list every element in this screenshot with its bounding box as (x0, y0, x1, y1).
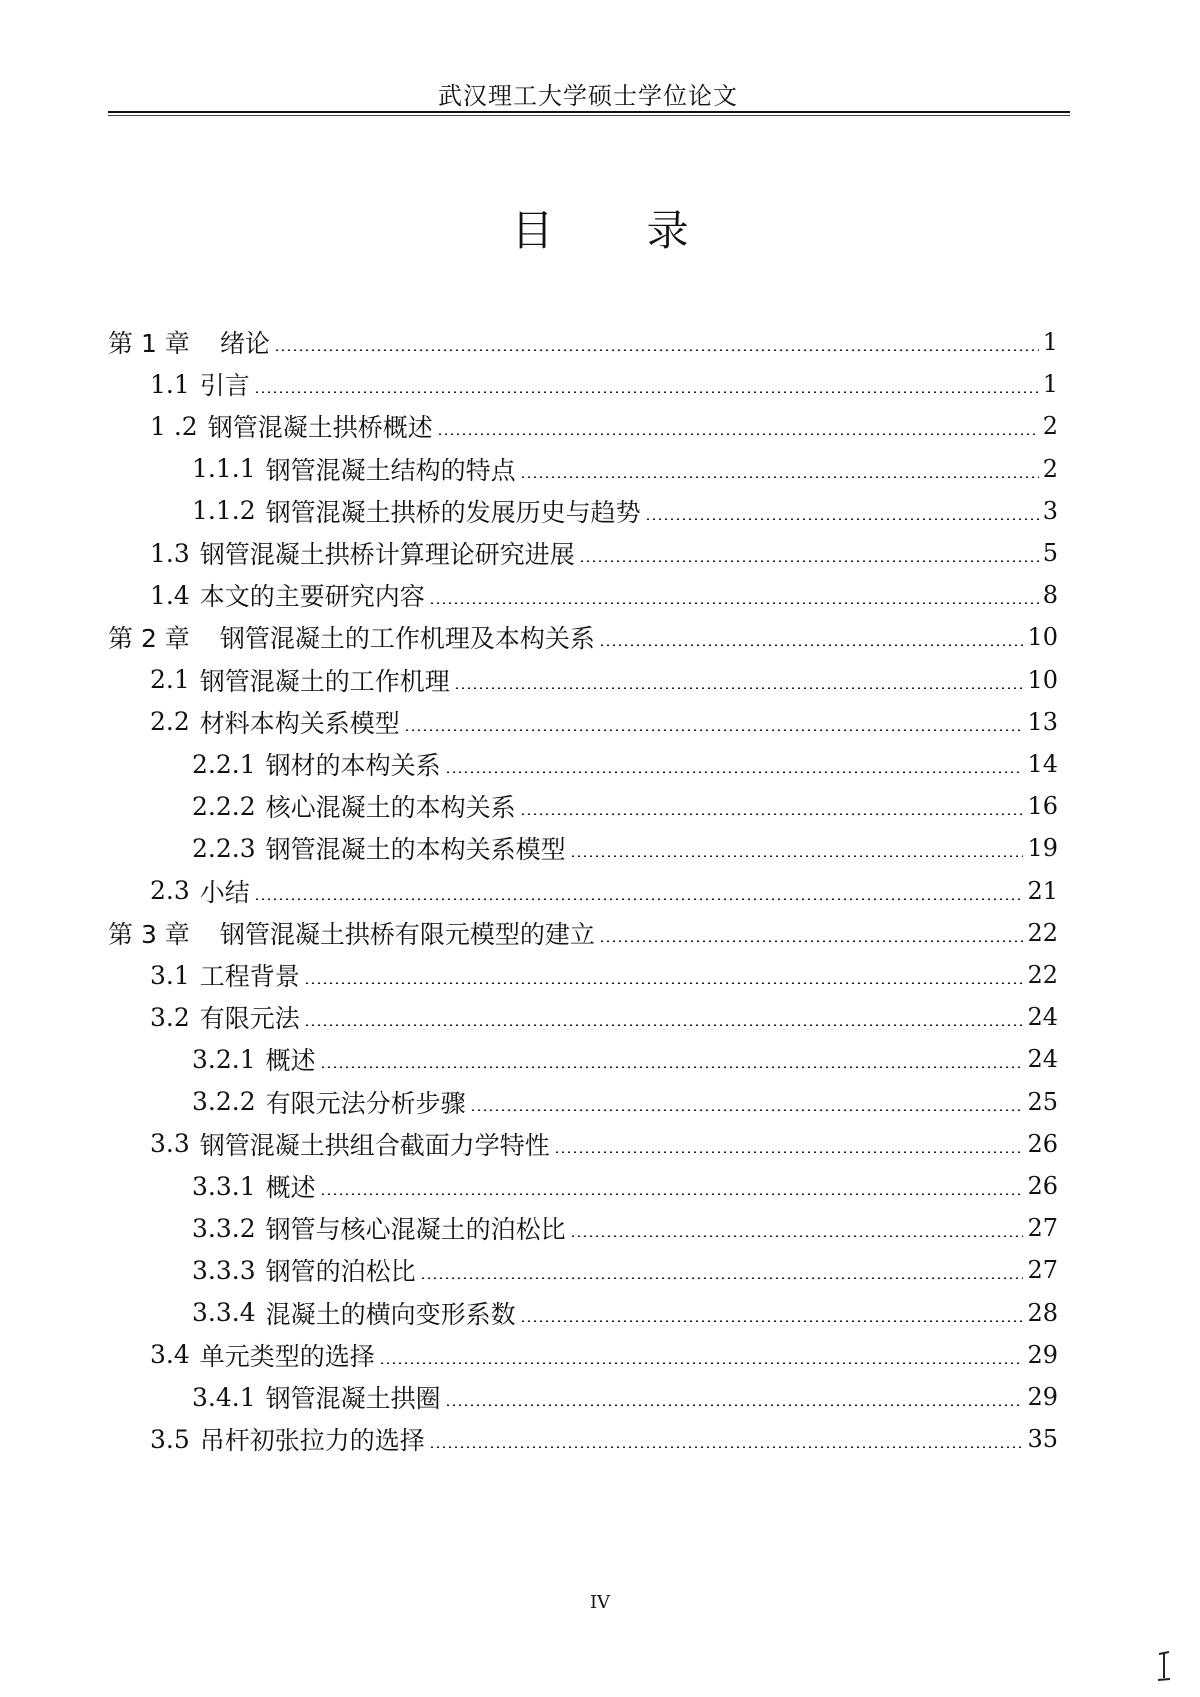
toc-dot-leader (520, 813, 1024, 815)
toc-entry-number: 第 3 章 (108, 919, 190, 949)
toc-entry-page: 13 (1027, 707, 1058, 736)
toc-entry-page: 27 (1027, 1256, 1058, 1285)
toc-entry[interactable] (192, 1039, 1058, 1079)
toc-entry-page: 3 (1042, 496, 1058, 525)
toc-entry-page: 2 (1042, 454, 1058, 483)
toc-entry[interactable] (150, 575, 1058, 615)
toc-dot-leader (429, 1446, 1024, 1448)
toc-dot-leader (274, 349, 1039, 351)
toc-entry[interactable] (192, 828, 1058, 868)
toc-entry-page: 1 (1042, 328, 1058, 356)
toc-dot-leader (579, 560, 1039, 562)
toc-dot-leader (520, 1320, 1024, 1322)
toc-dot-leader (437, 433, 1039, 435)
toc-entry-page: 10 (1027, 665, 1058, 694)
toc-entry-page: 29 (1027, 1340, 1058, 1369)
toc-entry-page: 19 (1027, 834, 1058, 863)
toc-entry-number: 1.3 (150, 538, 190, 568)
toc-entry[interactable] (150, 997, 1058, 1037)
toc-entry-title: 钢管与核心混凝土的泊松比 (265, 1215, 566, 1245)
toc-dot-leader (304, 982, 1024, 984)
toc-entry[interactable] (192, 1208, 1058, 1248)
toc-entry-page: 26 (1027, 1129, 1058, 1158)
toc-entry[interactable] (192, 1250, 1058, 1290)
page-number: IV (589, 1592, 611, 1613)
toc-dot-leader (320, 1066, 1024, 1068)
toc-entry-number: 3.3.1 (192, 1171, 256, 1201)
toc-entry-title: 材料本构关系模型 (199, 708, 400, 738)
toc-entry-page: 24 (1027, 1003, 1058, 1032)
toc-entry-title: 吊杆初张拉力的选择 (199, 1426, 425, 1456)
toc-dot-leader (254, 898, 1024, 900)
toc-entry-number: 3.3.4 (192, 1298, 256, 1328)
toc-entry-title: 核心混凝土的本构关系 (265, 793, 516, 823)
toc-entry-number: 3.4.1 (192, 1382, 256, 1412)
toc-entry-page: 25 (1027, 1087, 1058, 1116)
toc-entry-number: 3.1 (150, 960, 190, 990)
toc-entry[interactable] (150, 660, 1058, 700)
toc-entry[interactable] (192, 1082, 1058, 1122)
toc-entry[interactable] (192, 1293, 1058, 1333)
toc-entry-title: 钢管混凝土的本构关系模型 (265, 835, 566, 865)
toc-entry-page: 28 (1027, 1298, 1058, 1327)
toc-entry-page: 16 (1027, 792, 1058, 821)
toc-entry[interactable] (192, 1377, 1058, 1417)
toc-dot-leader (320, 1193, 1024, 1195)
margin-scribble-icon (1155, 1650, 1173, 1684)
toc-entry[interactable] (150, 1335, 1058, 1375)
toc-chapter-entry[interactable] (108, 322, 1058, 362)
toc-chapter-entry[interactable] (108, 913, 1058, 953)
toc-entry-number: 1.1.1 (192, 454, 256, 484)
toc-entry-page: 10 (1027, 623, 1058, 652)
toc-entry-number: 第 2 章 (108, 624, 190, 654)
toc-entry-title: 绪论 (219, 329, 270, 358)
toc-entry[interactable] (192, 744, 1058, 784)
header-rule-thin (108, 115, 1070, 116)
toc-dot-leader (404, 729, 1024, 731)
toc-entry-number: 1.1 (150, 369, 190, 399)
page-title: 目 录 (511, 206, 729, 255)
toc-entry[interactable] (150, 1419, 1058, 1459)
toc-entry-title: 概述 (265, 1173, 316, 1202)
toc-entry-title: 有限元法 (199, 1004, 300, 1034)
toc-entry-number: 3.2.2 (192, 1087, 256, 1117)
toc-dot-leader (254, 391, 1039, 393)
toc-entry-number: 3.2.1 (192, 1044, 256, 1074)
toc-dot-leader (445, 771, 1024, 773)
toc-entry-title: 引言 (199, 371, 250, 401)
toc-entry-page: 5 (1042, 539, 1058, 567)
toc-entry[interactable] (192, 1166, 1058, 1206)
toc-entry-number: 3.3.2 (192, 1213, 256, 1243)
toc-entry-page: 1 (1042, 370, 1058, 399)
toc-entry-number: 1.4 (150, 580, 190, 610)
toc-entry-page: 35 (1027, 1425, 1058, 1454)
toc-dot-leader (445, 1404, 1024, 1406)
toc-entry-title: 钢管混凝土的工作机理 (199, 666, 450, 696)
toc-entry-page: 2 (1042, 412, 1058, 441)
toc-dot-leader (520, 476, 1039, 478)
toc-entry[interactable] (192, 491, 1058, 531)
toc-entry-title: 钢管混凝土拱圈 (265, 1384, 441, 1413)
toc-dot-leader (645, 518, 1039, 520)
toc-entry-page: 8 (1042, 581, 1058, 610)
toc-entry-title: 工程背景 (199, 962, 300, 991)
toc-entry-title: 钢材的本构关系 (265, 751, 441, 780)
toc-entry-page: 26 (1027, 1172, 1058, 1200)
toc-entry-page: 24 (1027, 1045, 1058, 1074)
toc-entry-title: 本文的主要研究内容 (199, 582, 425, 612)
toc-entry-number: 3.3 (150, 1129, 190, 1159)
toc-entry-title: 混凝土的横向变形系数 (265, 1299, 516, 1329)
toc-entry[interactable] (192, 786, 1058, 826)
toc-entry-number: 2.2.1 (192, 749, 256, 779)
toc-entry-page: 22 (1027, 918, 1058, 947)
toc-entry-title: 钢管混凝土拱组合截面力学特性 (199, 1130, 550, 1160)
toc-dot-leader (599, 940, 1024, 942)
toc-dot-leader (379, 1362, 1024, 1364)
toc-entry[interactable] (150, 955, 1058, 995)
toc-entry-title: 钢管混凝土的工作机理及本构关系 (219, 624, 595, 654)
toc-entry-number: 2.2 (150, 707, 190, 737)
toc-dot-leader (554, 1151, 1024, 1153)
toc-entry-number: 2.2.2 (192, 791, 256, 821)
toc-entry[interactable] (150, 1124, 1058, 1164)
header-rule (108, 111, 1070, 113)
toc-entry-number: 2.1 (150, 665, 190, 695)
running-header: 武汉理工大学硕士学位论文 (438, 82, 738, 110)
toc-entry-number: 3.2 (150, 1002, 190, 1032)
toc-entry[interactable] (150, 871, 1058, 911)
toc-entry-title: 有限元法分析步骤 (265, 1088, 466, 1118)
toc-entry-number: 第 1 章 (108, 329, 190, 358)
toc-entry-title: 单元类型的选择 (199, 1341, 375, 1371)
toc-entry-page: 21 (1027, 876, 1058, 905)
toc-dot-leader (470, 1109, 1024, 1111)
toc-entry-page: 29 (1027, 1383, 1058, 1411)
toc-entry[interactable] (150, 533, 1058, 573)
toc-entry-title: 钢管混凝土拱桥计算理论研究进展 (199, 540, 575, 569)
toc-dot-leader (570, 855, 1024, 857)
toc-entry-title: 钢管混凝土拱桥的发展历史与趋势 (265, 497, 641, 527)
toc-entry-title: 钢管混凝土拱桥有限元模型的建立 (219, 919, 595, 949)
toc-dot-leader (570, 1235, 1024, 1237)
toc-dot-leader (454, 687, 1024, 689)
toc-dot-leader (429, 602, 1039, 604)
toc-dot-leader (599, 644, 1024, 646)
toc-entry-number: 3.4 (150, 1340, 190, 1370)
toc-entry-number: 1 .2 (150, 411, 198, 441)
toc-entry[interactable] (192, 449, 1058, 489)
toc-entry-title: 钢管混凝土拱桥概述 (207, 413, 433, 443)
toc-entry-title: 小结 (199, 877, 250, 907)
toc-entry-title: 钢管的泊松比 (265, 1257, 416, 1287)
toc-entry-page: 14 (1027, 750, 1058, 778)
toc-dot-leader (420, 1277, 1024, 1279)
toc-entry[interactable] (150, 702, 1058, 742)
toc-entry-number: 3.5 (150, 1424, 190, 1454)
toc-entry-page: 22 (1027, 961, 1058, 989)
toc-dot-leader (304, 1024, 1024, 1026)
toc-entry[interactable] (150, 406, 1058, 446)
toc-entry-title: 钢管混凝土结构的特点 (265, 455, 516, 485)
toc-entry[interactable] (150, 364, 1058, 404)
toc-chapter-entry[interactable] (108, 617, 1058, 657)
toc-entry-number: 1.1.2 (192, 496, 256, 526)
toc-entry-title: 概述 (265, 1046, 316, 1076)
toc-entry-number: 2.3 (150, 876, 190, 906)
toc-entry-number: 3.3.3 (192, 1255, 256, 1285)
toc-entry-page: 27 (1027, 1214, 1058, 1243)
toc-entry-number: 2.2.3 (192, 833, 256, 863)
